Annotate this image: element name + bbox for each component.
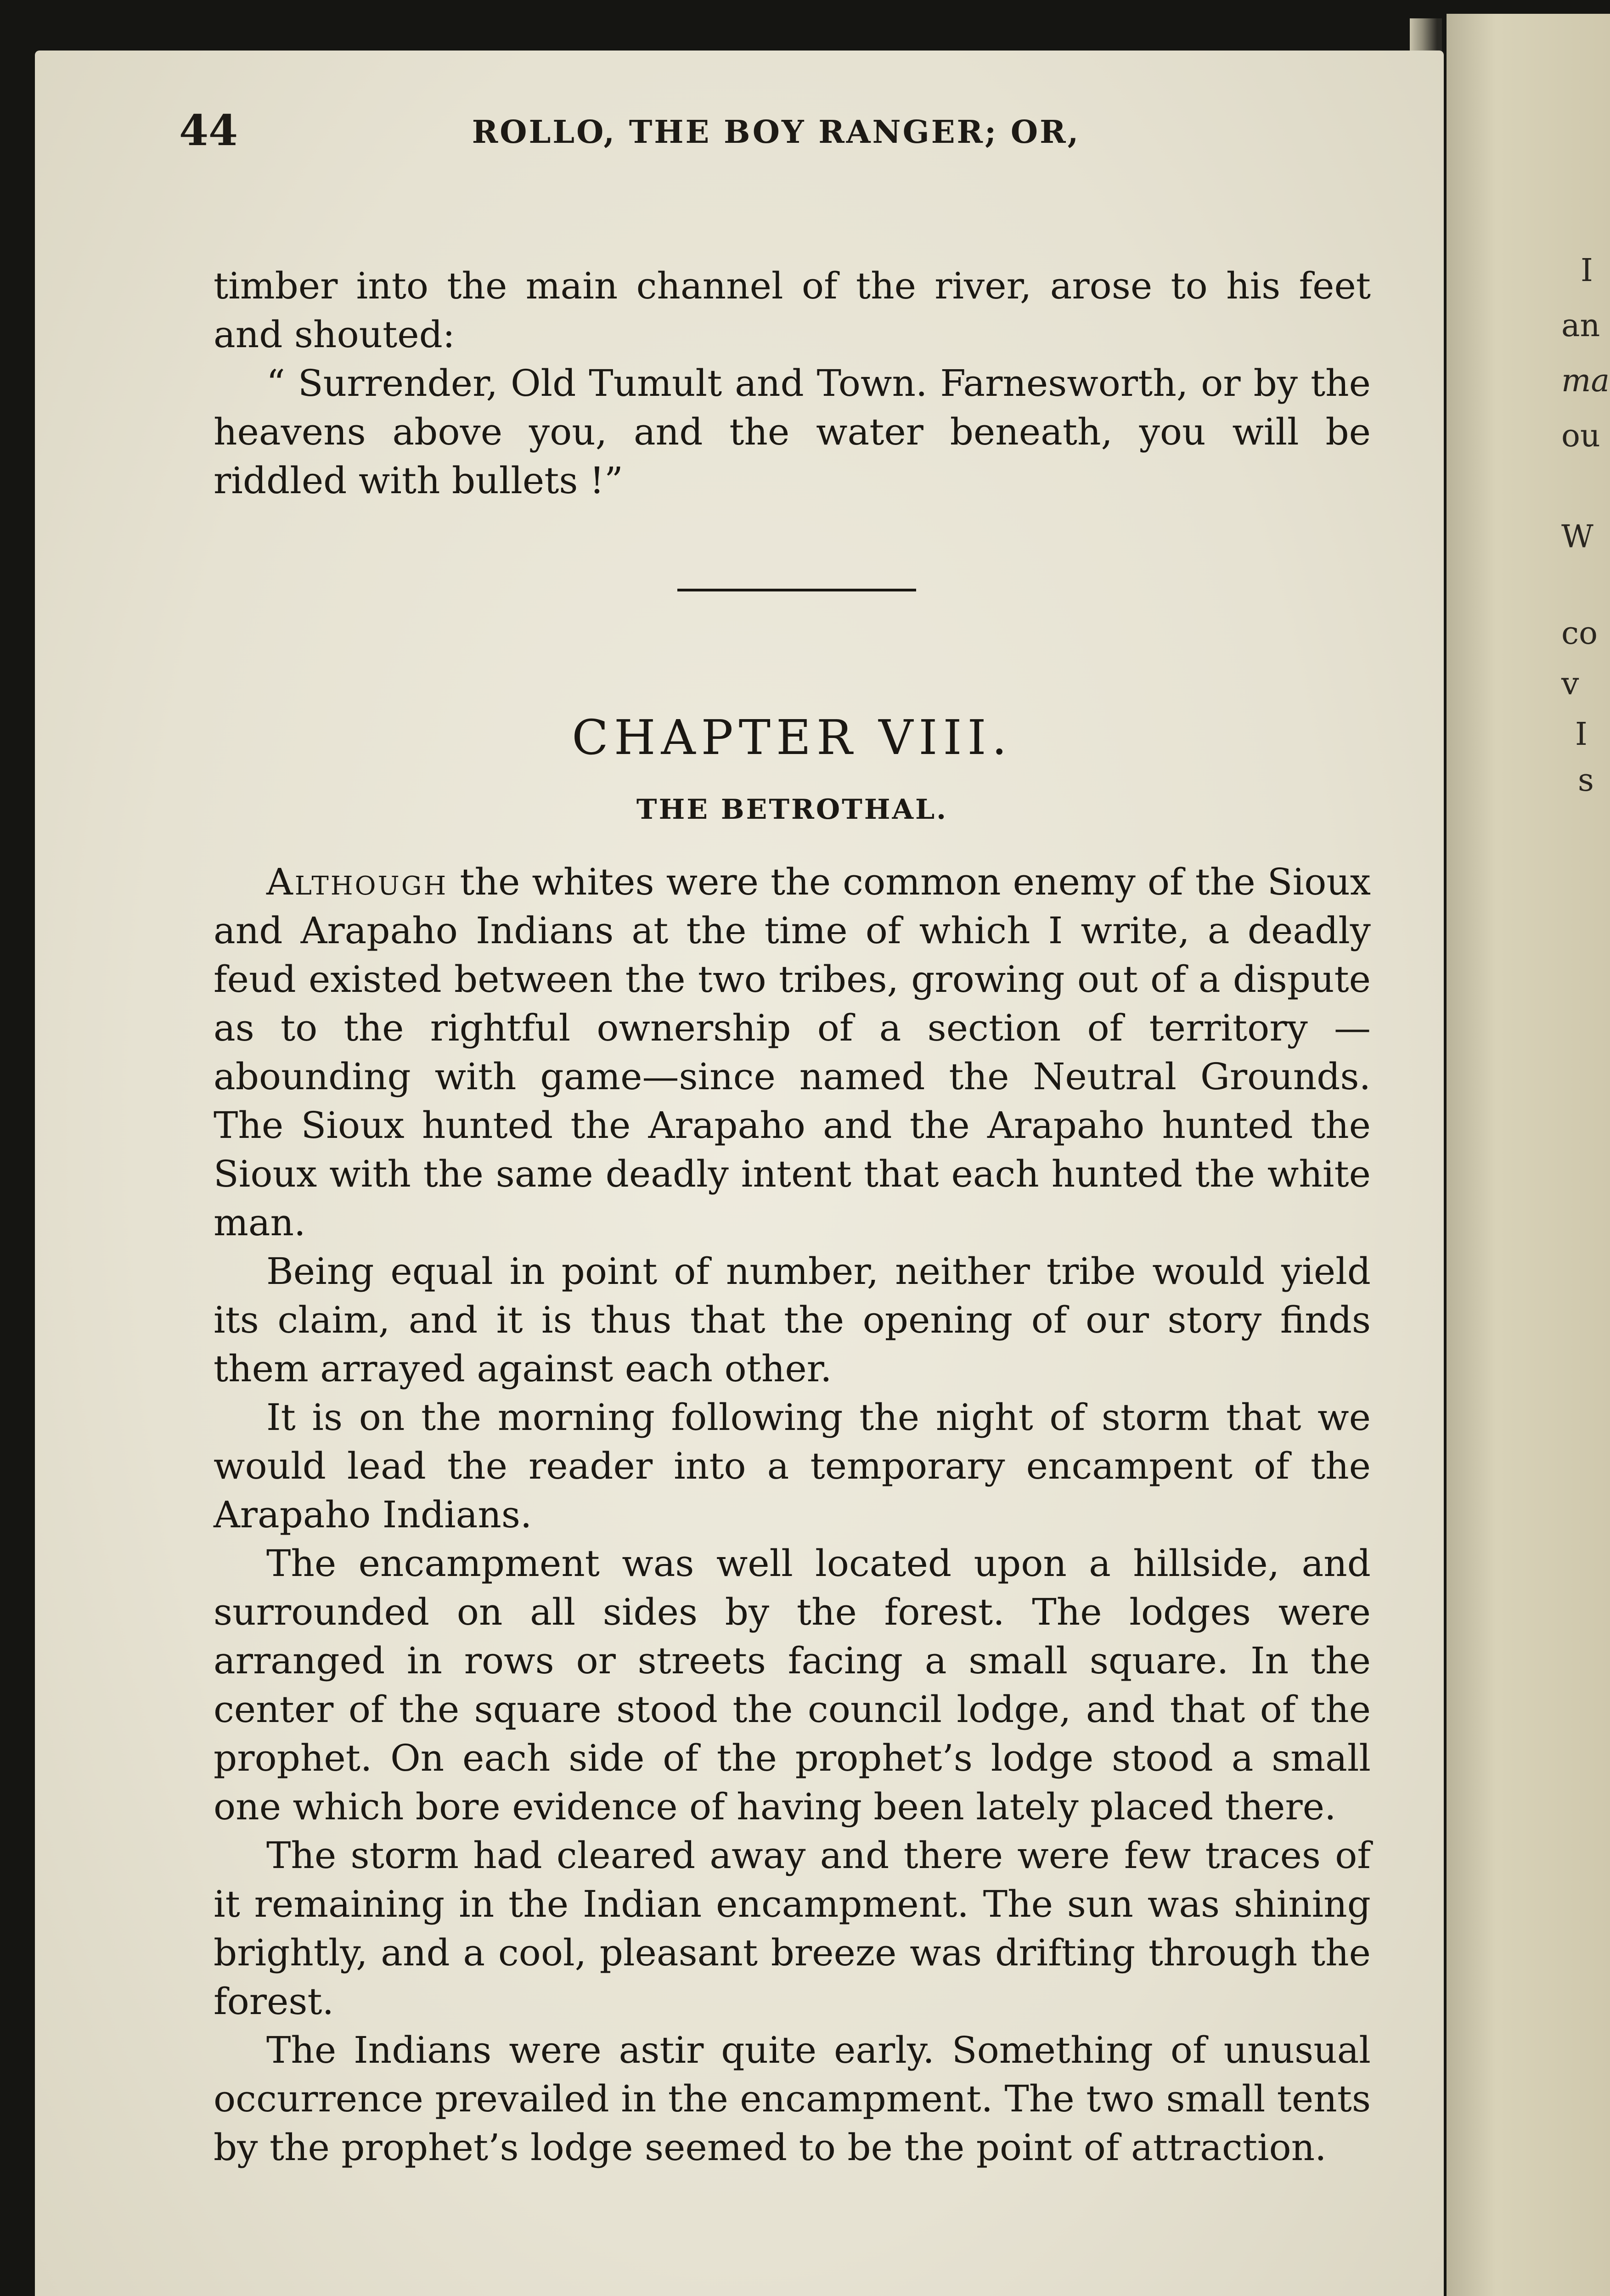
adjacent-page-fragment: co: [1561, 615, 1598, 652]
paragraph-text: the whites were the common enemy of the Sioux and Arapaho Indians at the time of which I write, a deadly feud existed between the two tribes, growing out of a dispute as to the rightful ownership of a section of territory —abounding with game—since named the Neutral Grounds. The Sioux hunted the Arapaho and the Arapaho hunted the Sioux with the same deadly intent that each hunted the white man.: [214, 861, 1371, 1244]
body-paragraph: It is on the morning following the night of storm that we would lead the reader into a temporary encampent of the Arapaho Indians.: [214, 1396, 1371, 1536]
adjacent-page-fragment: s: [1578, 762, 1594, 799]
adjacent-page-fragment: W: [1561, 519, 1593, 555]
adjacent-page-fragment: an: [1561, 308, 1600, 344]
drop-word: Although: [266, 861, 448, 903]
continuation-paragraph: “ Surrender, Old Tumult and Town. Farnesworth, or by the heavens above you, and the water beneath, you will be riddled with bullets !”: [214, 362, 1371, 502]
continuation-text: [214, 262, 1371, 505]
chapter-body: [214, 858, 1371, 2172]
body-paragraph: [214, 858, 1371, 1247]
body-paragraph: The encampment was well located upon a hillside, and surrounded on all sides by the forest. The lodges were arranged in rows or streets facing a small square. In the center of the square stood the council lodge, and that of the prophet. On each side of the prophet’s lodge stood a small one which bore evidence of having been lately placed there.: [214, 1542, 1371, 1828]
page-number: 44: [179, 106, 238, 155]
chapter-title: CHAPTER VIII.: [572, 709, 1013, 765]
adjacent-page-fragment: ou: [1561, 418, 1600, 454]
chapter-subtitle: THE BETROTHAL.: [636, 793, 948, 826]
continuation-paragraph: timber into the main channel of the river, arose to his feet and shouted:: [214, 264, 1371, 356]
adjacent-page-fragment: ma: [1561, 363, 1610, 399]
adjacent-page-fragment: I: [1581, 253, 1593, 289]
running-title: ROLLO, THE BOY RANGER; OR,: [472, 114, 1081, 151]
adjacent-page-fragment: v: [1561, 666, 1579, 702]
body-paragraph: Being equal in point of number, neither tribe would yield its claim, and it is thus that the opening of our story finds them arrayed against each other.: [214, 1250, 1371, 1390]
body-paragraph: The Indians were astir quite early. Something of unusual occurrence prevailed in the encampment. The two small tents by the prophet’s lodge seemed to be the point of attraction.: [214, 2029, 1371, 2169]
adjacent-page-edge: [1447, 14, 1610, 2296]
adjacent-page-fragment: I: [1575, 716, 1587, 753]
body-paragraph: The storm had cleared away and there were few traces of it remaining in the Indian encampment. The sun was shining brightly, and a cool, pleasant breeze was drifting through the forest.: [214, 1834, 1371, 2023]
page-header: [179, 106, 1373, 165]
section-divider: [677, 589, 916, 591]
